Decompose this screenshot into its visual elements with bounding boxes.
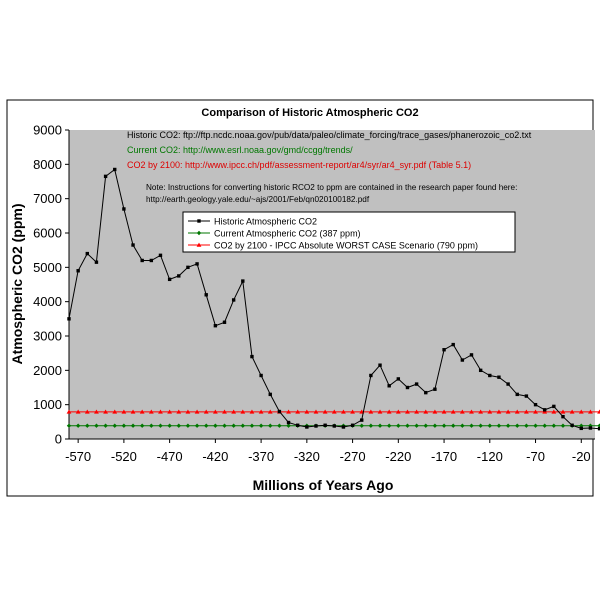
data-point	[497, 376, 500, 379]
data-point	[305, 425, 308, 428]
data-point	[570, 424, 573, 427]
data-point	[387, 384, 390, 387]
data-point	[250, 355, 253, 358]
data-point	[580, 427, 583, 430]
data-point	[369, 374, 372, 377]
data-point	[488, 374, 491, 377]
data-point	[470, 353, 473, 356]
data-point	[378, 363, 381, 366]
data-point	[104, 175, 107, 178]
data-point	[223, 321, 226, 324]
data-point	[269, 393, 272, 396]
y-tick-label: 2000	[33, 362, 62, 378]
x-tick-label: -220	[385, 449, 412, 464]
data-point	[67, 317, 70, 320]
y-tick-label: 5000	[33, 259, 62, 275]
data-point	[150, 259, 153, 262]
data-point	[76, 269, 79, 272]
annotation-text: Note: Instructions for converting historic RCO2 to ppm are contained in the research paper found here:	[146, 183, 518, 192]
annotation-text: Current CO2: http://www.esrl.noaa.gov/gmd/ccgg/trends/	[127, 145, 353, 155]
x-tick-label: -570	[65, 449, 92, 464]
data-point	[506, 382, 509, 385]
data-point	[397, 377, 400, 380]
x-axis-label: Millions of Years Ago	[252, 477, 394, 493]
y-tick-label: 8000	[33, 156, 62, 172]
data-point	[360, 418, 363, 421]
x-tick-label: -270	[339, 449, 366, 464]
y-axis-label: Atmospheric CO2 (ppm)	[9, 203, 25, 365]
y-axis-title-group	[9, 203, 25, 364]
annotation-text: CO2 by 2100: http://www.ipcc.ch/pdf/assessment-report/ar4/syr/ar4_syr.pdf (Table 5.1)	[127, 160, 472, 170]
x-tick-label: -370	[248, 449, 275, 464]
legend	[183, 212, 515, 252]
data-point	[351, 424, 354, 427]
data-point	[140, 259, 143, 262]
y-tick-label: 9000	[33, 122, 62, 138]
legend-label: CO2 by 2100 - IPCC Absolute WORST CASE Scenario (790 ppm)	[214, 240, 478, 251]
data-point	[205, 293, 208, 296]
data-point	[186, 266, 189, 269]
x-tick-label: -20	[571, 449, 591, 464]
x-tick-label: -470	[156, 449, 183, 464]
data-point	[113, 168, 116, 171]
data-point	[177, 274, 180, 277]
legend-label: Current Atmospheric CO2 (387 ppm)	[214, 228, 361, 239]
data-point	[552, 405, 555, 408]
data-point	[323, 424, 326, 427]
data-point	[95, 260, 98, 263]
data-point	[342, 425, 345, 428]
x-tick-label: -420	[202, 449, 229, 464]
data-point	[525, 394, 528, 397]
data-point	[424, 391, 427, 394]
x-tick-label: -320	[293, 449, 320, 464]
y-tick-label: 0	[54, 431, 62, 447]
data-point	[561, 415, 564, 418]
data-point	[232, 298, 235, 301]
data-point	[131, 243, 134, 246]
data-point	[534, 403, 537, 406]
data-point	[479, 369, 482, 372]
data-point	[442, 348, 445, 351]
data-point	[122, 207, 125, 210]
data-point	[543, 408, 546, 411]
data-point	[86, 252, 89, 255]
data-point	[214, 324, 217, 327]
data-point	[415, 382, 418, 385]
data-point	[461, 358, 464, 361]
chart-title: Comparison of Historic Atmospheric CO2	[201, 107, 419, 119]
data-point	[333, 424, 336, 427]
data-point	[406, 386, 409, 389]
data-point	[589, 426, 592, 429]
x-tick-label: -70	[526, 449, 545, 464]
legend-marker	[197, 219, 200, 222]
x-tick-label: -120	[476, 449, 503, 464]
legend-label: Historic Atmospheric CO2	[214, 216, 318, 227]
data-point	[168, 278, 171, 281]
data-point	[278, 410, 281, 413]
y-tick-label: 1000	[33, 397, 62, 413]
data-point	[159, 254, 162, 257]
data-point	[195, 262, 198, 265]
annotation-text: http://earth.geology.yale.edu/~ajs/2001/Feb/qn020100182.pdf	[146, 195, 370, 204]
x-tick-label: -170	[431, 449, 458, 464]
x-tick-label: -520	[110, 449, 137, 464]
data-point	[259, 374, 262, 377]
y-tick-label: 7000	[33, 191, 62, 207]
data-point	[287, 421, 290, 424]
y-tick-label: 3000	[33, 328, 62, 344]
y-tick-label: 6000	[33, 225, 62, 241]
data-point	[516, 393, 519, 396]
y-tick-label: 4000	[33, 294, 62, 310]
annotation-text: Historic CO2: ftp://ftp.ncdc.noaa.gov/pub/data/paleo/climate_forcing/trace_gases/phanerozoic_co2.txt	[127, 130, 532, 140]
data-point	[314, 424, 317, 427]
data-point	[433, 388, 436, 391]
data-point	[241, 279, 244, 282]
data-point	[296, 424, 299, 427]
data-point	[452, 343, 455, 346]
